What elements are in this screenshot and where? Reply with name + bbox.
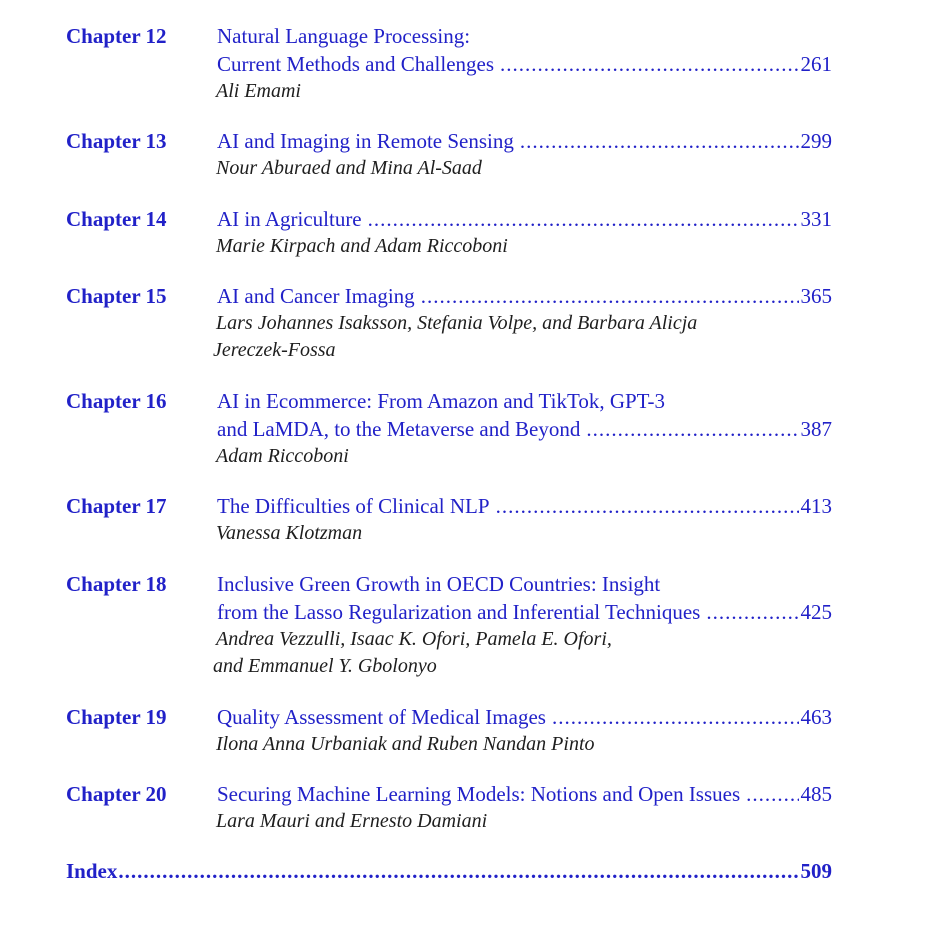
dot-leader	[520, 127, 799, 155]
chapter-title-text: AI and Cancer Imaging	[217, 284, 415, 308]
chapter-authors: Adam Riccoboni	[216, 445, 349, 467]
chapter-authors: Ilona Anna Urbaniak and Ruben Nandan Pinto	[216, 733, 595, 755]
dot-leader	[586, 415, 798, 443]
page-number: 425	[800, 600, 832, 624]
dot-leader	[706, 598, 798, 626]
dot-leader	[746, 780, 798, 808]
toc-entry-index[interactable]	[66, 857, 832, 885]
chapter-title-text: from the Lasso Regularization and Inferential Techniques	[217, 600, 701, 624]
chapter-authors-continued: Jereczek-Fossa	[213, 339, 336, 361]
dot-leader	[368, 205, 799, 233]
page-number: 463	[800, 705, 832, 729]
chapter-title-line-with-page[interactable]	[217, 50, 832, 78]
chapter-title-text: AI and Imaging in Remote Sensing	[217, 129, 514, 153]
page-number: 261	[800, 52, 832, 76]
dot-leader	[421, 282, 799, 310]
index-page-number: 509	[800, 859, 832, 883]
chapter-title-line-with-page[interactable]	[217, 127, 832, 155]
chapter-title-line[interactable]: Inclusive Green Growth in OECD Countries: Insight	[217, 572, 661, 596]
chapter-authors: Marie Kirpach and Adam Riccoboni	[216, 235, 508, 257]
chapter-title-text: and LaMDA, to the Metaverse and Beyond	[217, 417, 581, 441]
chapter-title-line-with-page[interactable]	[217, 780, 832, 808]
page-number: 365	[800, 284, 832, 308]
dot-leader	[552, 703, 799, 731]
chapter-title-text: Current Methods and Challenges	[217, 52, 495, 76]
chapter-label[interactable]: Chapter 17	[66, 494, 167, 518]
chapter-title-text: Securing Machine Learning Models: Notions and Open Issues	[217, 782, 741, 806]
chapter-authors: Nour Aburaed and Mina Al-Saad	[216, 157, 482, 179]
chapter-title-line-with-page[interactable]	[217, 282, 832, 310]
page-number: 413	[800, 494, 832, 518]
dot-leader	[118, 857, 798, 885]
dot-leader	[496, 492, 799, 520]
chapter-authors: Ali Emami	[216, 80, 301, 102]
index-label[interactable]: Index	[66, 859, 118, 883]
page-number: 299	[800, 129, 832, 153]
chapter-authors: Lars Johannes Isaksson, Stefania Volpe, and Barbara Alicja	[216, 312, 698, 334]
page-number: 387	[800, 417, 832, 441]
chapter-title-line-with-page[interactable]	[217, 492, 832, 520]
page-number: 485	[800, 782, 832, 806]
chapter-label[interactable]: Chapter 12	[66, 24, 167, 48]
chapter-authors-continued: and Emmanuel Y. Gbolonyo	[213, 655, 437, 677]
chapter-title-text: The Difficulties of Clinical NLP	[217, 494, 490, 518]
chapter-title-text: AI in Agriculture	[217, 207, 362, 231]
chapter-label[interactable]: Chapter 19	[66, 705, 167, 729]
chapter-title-line[interactable]: Natural Language Processing:	[217, 24, 471, 48]
chapter-label[interactable]: Chapter 16	[66, 389, 167, 413]
chapter-title-line-with-page[interactable]	[217, 703, 832, 731]
chapter-title-line-with-page[interactable]	[217, 598, 832, 626]
chapter-title-line-with-page[interactable]	[217, 205, 832, 233]
chapter-label[interactable]: Chapter 20	[66, 782, 167, 806]
chapter-title-line-with-page[interactable]	[217, 415, 832, 443]
chapter-label[interactable]: Chapter 15	[66, 284, 167, 308]
chapter-title-line[interactable]: AI in Ecommerce: From Amazon and TikTok, GPT-3	[217, 389, 666, 413]
chapter-authors: Lara Mauri and Ernesto Damiani	[216, 810, 488, 832]
chapter-authors: Andrea Vezzulli, Isaac K. Ofori, Pamela E. Ofori,	[216, 628, 612, 650]
dot-leader	[500, 50, 798, 78]
chapter-title-text: Quality Assessment of Medical Images	[217, 705, 546, 729]
chapter-label[interactable]: Chapter 18	[66, 572, 167, 596]
chapter-label[interactable]: Chapter 14	[66, 207, 167, 231]
chapter-authors: Vanessa Klotzman	[216, 522, 363, 544]
page-number: 331	[800, 207, 832, 231]
chapter-label[interactable]: Chapter 13	[66, 129, 167, 153]
